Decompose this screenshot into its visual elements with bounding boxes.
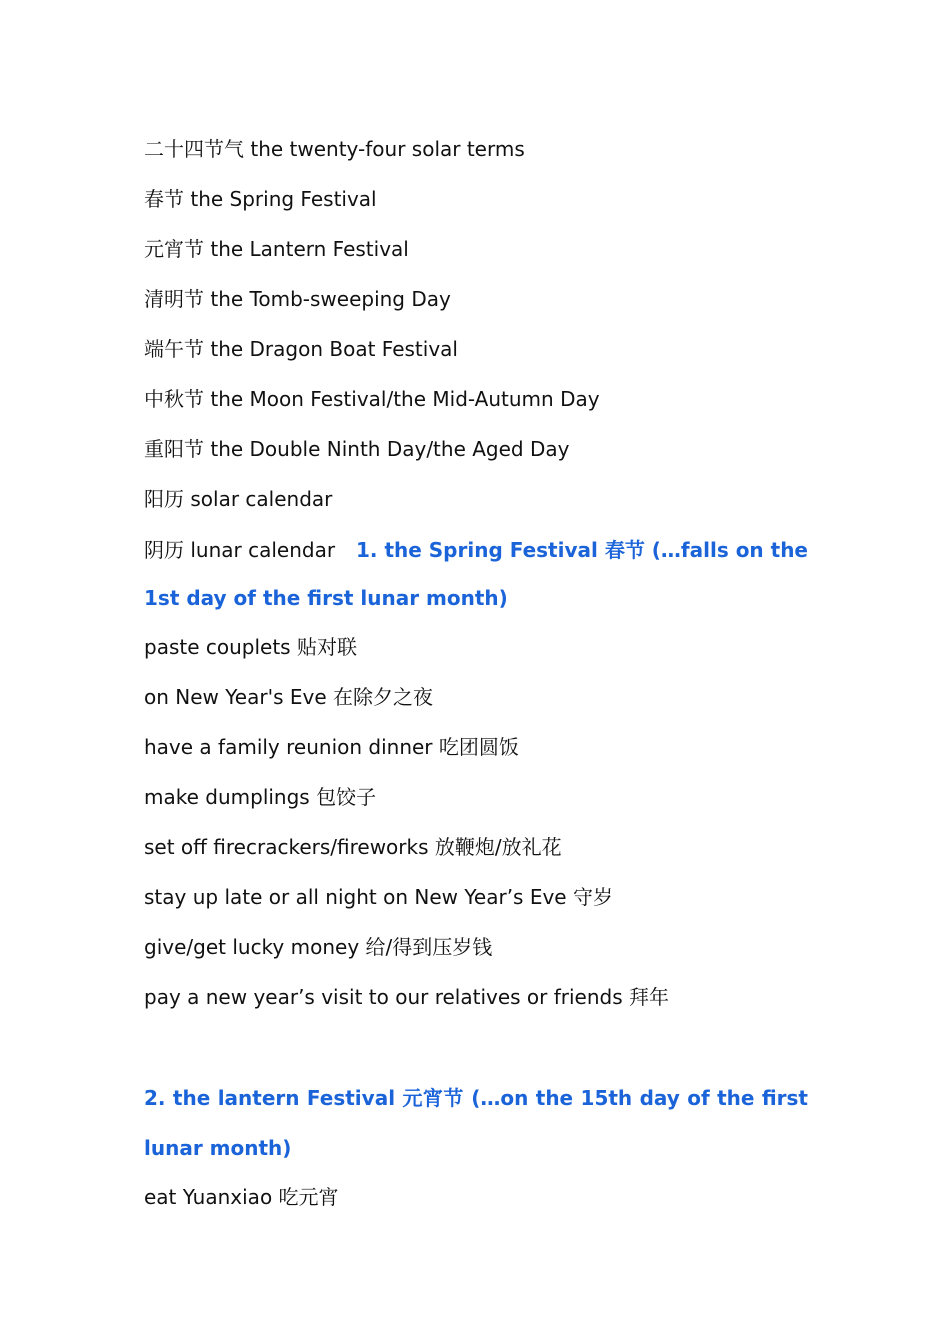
term-line: 二十四节气 the twenty-four solar terms [144, 137, 525, 161]
term-line: 重阳节 the Double Ninth Day/the Aged Day [144, 437, 570, 461]
spring-festival-heading: 1. the Spring Festival 春节 (…falls on the [355, 538, 808, 562]
spring-item: give/get lucky money 给/得到压岁钱 [144, 935, 493, 959]
lantern-item: eat Yuanxiao 吃元宵 [144, 1185, 339, 1209]
spring-item: set off firecrackers/fireworks 放鞭炮/放礼花 [144, 835, 562, 859]
term-line: 清明节 the Tomb-sweeping Day [144, 287, 451, 311]
lunar-calendar-term: 阴历 lunar calendar [144, 538, 336, 562]
lantern-festival-heading: 2. the lantern Festival 元宵节 (…on the 15th day of the first [144, 1086, 808, 1110]
spring-item: paste couplets 贴对联 [144, 635, 357, 659]
term-line: 阳历 solar calendar [144, 487, 333, 511]
section-spacer [144, 1024, 808, 1074]
spring-item: make dumplings 包饺子 [144, 785, 377, 809]
lantern-festival-heading-cont: lunar month) [144, 1136, 292, 1160]
term-line: 春节 the Spring Festival [144, 187, 377, 211]
document-page [144, 126, 808, 1224]
lunar-calendar-line [144, 526, 808, 574]
spring-item: have a family reunion dinner 吃团圆饭 [144, 735, 519, 759]
term-line: 中秋节 the Moon Festival/the Mid-Autumn Day [144, 387, 600, 411]
spring-item: on New Year's Eve 在除夕之夜 [144, 685, 434, 709]
spring-festival-heading-cont: 1st day of the first lunar month) [144, 586, 508, 610]
spring-item: stay up late or all night on New Year’s Eve 守岁 [144, 885, 613, 909]
term-line: 端午节 the Dragon Boat Festival [144, 337, 458, 361]
term-line: 元宵节 the Lantern Festival [144, 237, 409, 261]
spring-item: pay a new year’s visit to our relatives or friends 拜年 [144, 985, 670, 1009]
